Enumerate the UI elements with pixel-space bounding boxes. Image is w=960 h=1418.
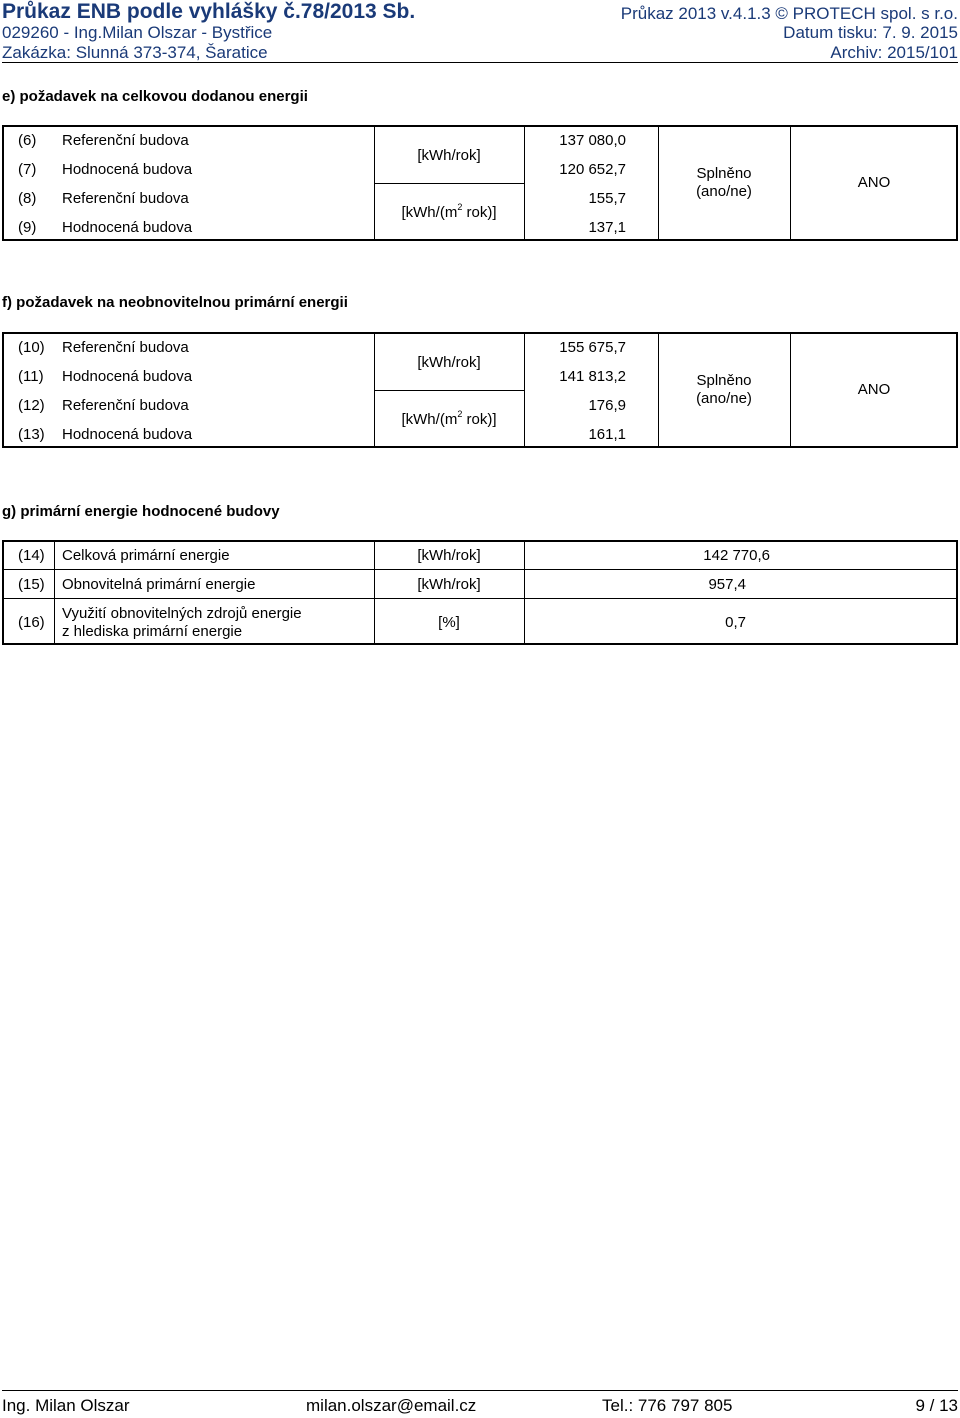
table-row-value: 142 770,6: [703, 547, 770, 564]
table-row-value: 155 675,7: [559, 339, 626, 356]
table-row-value: 120 652,7: [559, 161, 626, 178]
author-line: 029260 - Ing.Milan Olszar - Bystřice: [2, 23, 273, 42]
table-row-label: Referenční budova: [62, 132, 189, 149]
table-row-unit: [kWh/rok]: [417, 576, 481, 593]
table-row-label: Hodnocená budova: [62, 219, 193, 236]
table-row-number: (12): [18, 397, 45, 414]
table-row-label: Hodnocená budova: [62, 161, 193, 178]
table-row-number: (10): [18, 339, 45, 356]
page-footer: [2, 1390, 958, 1418]
table-row-unit: [%]: [438, 614, 460, 631]
print-date: Datum tisku: 7. 9. 2015: [783, 23, 958, 42]
table-row-label: Referenční budova: [62, 190, 189, 207]
table-row-number: (9): [18, 219, 37, 236]
archive-number: Archiv: 2015/101: [830, 43, 958, 62]
unit-annual: [kWh/rok]: [417, 354, 481, 371]
page-header: [2, 0, 958, 63]
project-line: Zakázka: Slunná 373-374, Šaratice: [2, 43, 268, 62]
fulfilled-label: Splněno: [696, 372, 752, 389]
result-value: ANO: [857, 381, 891, 398]
table-row-value: 137 080,0: [559, 132, 626, 149]
table-row-label: Využití obnovitelných zdrojů energie: [62, 605, 302, 622]
section-f-table: [2, 332, 958, 448]
table-row-unit: [kWh/rok]: [417, 547, 481, 564]
table-row-number: (8): [18, 190, 37, 207]
table-row-number: (14): [18, 547, 45, 564]
table-row-label: Hodnocená budova: [62, 368, 193, 385]
document-title: Průkaz ENB podle vyhlášky č.78/2013 Sb.: [2, 0, 416, 23]
table-row-number: (16): [18, 614, 45, 631]
table-row-label-continued: z hlediska primární energie: [62, 623, 243, 640]
page-number: 9 / 13: [915, 1396, 958, 1415]
fulfilled-label: Splněno: [696, 165, 752, 182]
result-value: ANO: [857, 174, 891, 191]
unit-annual: [kWh/rok]: [417, 147, 481, 164]
section-e-title: e) požadavek na celkovou dodanou energii: [2, 88, 308, 105]
table-row-value: 161,1: [588, 426, 626, 443]
table-row-value: 0,7: [725, 614, 746, 631]
table-row-value: 176,9: [588, 397, 626, 414]
section-e-table: [2, 125, 958, 241]
table-row-label: Referenční budova: [62, 397, 189, 414]
table-row-label: Celková primární energie: [62, 547, 230, 564]
table-row-value: 957,4: [708, 576, 746, 593]
unit-per-area: [$kWh/(m^2$ rok)]: [401, 202, 497, 221]
table-row-label: Hodnocená budova: [62, 426, 193, 443]
fulfilled-hint: (ano/ne): [696, 183, 752, 200]
table-row-number: (11): [18, 368, 44, 385]
table-row-value: 155,7: [588, 190, 626, 207]
section-g-title: g) primární energie hodnocené budovy: [2, 503, 280, 520]
table-row-label: Obnovitelná primární energie: [62, 576, 256, 593]
section-g-table: [2, 540, 958, 645]
footer-author: Ing. Milan Olszar: [2, 1396, 130, 1415]
table-row-label: Referenční budova: [62, 339, 189, 356]
table-row-number: (7): [18, 161, 37, 178]
table-row-value: 141 813,2: [559, 368, 626, 385]
fulfilled-hint: (ano/ne): [696, 390, 752, 407]
software-version: Průkaz 2013 v.4.1.3 © PROTECH spol. s r.o.: [620, 4, 958, 23]
table-row-number: (15): [18, 576, 45, 593]
footer-email: milan.olszar@email.cz: [306, 1396, 477, 1415]
table-row-number: (13): [18, 426, 45, 443]
table-row-number: (6): [18, 132, 37, 149]
unit-per-area: [$kWh/(m^2$ rok)]: [401, 409, 497, 428]
table-row-value: 137,1: [588, 219, 626, 236]
footer-phone: Tel.: 776 797 805: [602, 1396, 733, 1415]
section-f-title: f) požadavek na neobnovitelnou primární energii: [2, 294, 348, 311]
